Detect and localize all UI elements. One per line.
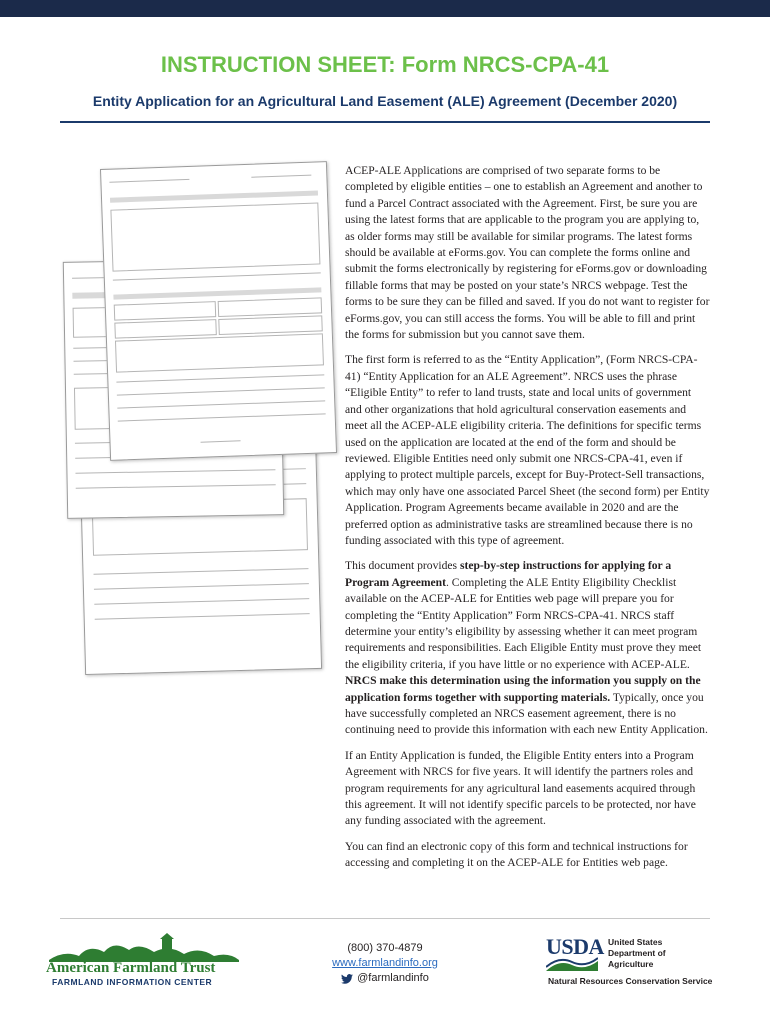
title-divider xyxy=(60,121,710,123)
form-pages-illustration xyxy=(60,160,340,670)
aft-subtitle: FARMLAND INFORMATION CENTER xyxy=(52,977,213,987)
contact-info xyxy=(300,941,470,989)
paragraph-program-agreement: This document provides step-by-step instructions for applying for a Program Agreement. Completing the ALE Entity Eligibility Checklist available on the ACEP-ALE for Entities web page will prepare you for completing the “Entity Application” Form NRCS-CPA-41. NRCS staff determine your entity’s eligibility by assessing whether it can meet program requirements and responsibilities. Each Eligible Entity must prove they meet the eligibility criteria, if you have little or no experience with ACEP-ALE. NRCS make this determination using the information you supply on the application forms together with supporting materials. Typically, once you have successfully completed an NRCS easement agreement, there is no continuing need to provide this information with each new Entity Application. xyxy=(345,559,708,737)
paragraph-electronic-copy: You can find an electronic copy of this form and technical instructions for accessing and completing it on the ACEP-ALE for Entities web page. xyxy=(345,839,688,870)
form-page-front xyxy=(100,161,337,461)
instructions-body xyxy=(345,163,710,881)
nrcs-name: Natural Resources Conservation Service xyxy=(548,976,713,986)
paragraph-intro: ACEP-ALE Applications are comprised of two separate forms to be completed by eligible entities – one to establish an Agreement and another to fund a Parcel Contract associated with the Agreement. First, be sure you are using the latest forms that are applicable to the program you are applying to, as older forms may still be available for similar programs. The latest forms should be available at eForms.gov. You can complete the forms online and submit the forms electronically by registering for eForms.gov or downloading fillable forms that may be posted on your state’s NRCS webpage. Test the forms to be sure they can be filled and saved. If you do not want to register for eForms.gov, you can still access the forms. You will be able to fill and print the forms for submission but you cannot save them. xyxy=(345,164,710,342)
usda-department: United States Department of Agriculture xyxy=(608,937,666,969)
twitter-handle[interactable]: @farmlandinfo xyxy=(341,971,429,986)
phone-number: (800) 370-4879 xyxy=(347,942,423,954)
footer-divider xyxy=(60,918,710,919)
usda-logo: USDA xyxy=(546,934,604,959)
twitter-icon xyxy=(341,974,353,984)
paragraph-entity-application: The first form is referred to as the “Entity Application”, (Form NRCS-CPA-41) “Entity Application for an ALE Agreement”. NRCS uses the phrase “Eligible Entity” to refer to land trusts, state and local units of government and other organizations that hold agricultural conservation easements and meet all the ACEP-ALE eligibility criteria. The definitions for specific terms used on the application are located at the end of the form and should be reviewed. Eligible Entities need only submit one NRCS-CPA-41, even if applying to protect multiple parcels, except for Buy-Protect-Sell transactions, which may only have one associated Parcel Sheet (the second form) per Entity Application. Program Agreements became available in 2020 and are the preferred option as administrative tasks are streamlined because there is no funding associated with this type of agreement. xyxy=(345,353,710,547)
website-link[interactable]: www.farmlandinfo.org xyxy=(332,957,438,969)
top-banner xyxy=(0,0,770,17)
page-subtitle: Entity Application for an Agricultural Land Easement (ALE) Agreement (December 2020) xyxy=(92,93,678,109)
page-title: INSTRUCTION SHEET: Form NRCS-CPA-41 xyxy=(160,52,610,77)
aft-name: American Farmland Trust xyxy=(46,960,216,976)
paragraph-funding: If an Entity Application is funded, the Eligible Entity enters into a Program Agreement with NRCS for five years. It will identify the partners roles and program requirements for any agricultural land easements acquired through this agreement. It will not identify specific parcels to be protected, nor have any funding associated with the agreement. xyxy=(345,748,696,828)
usda-hills-icon xyxy=(546,957,598,971)
